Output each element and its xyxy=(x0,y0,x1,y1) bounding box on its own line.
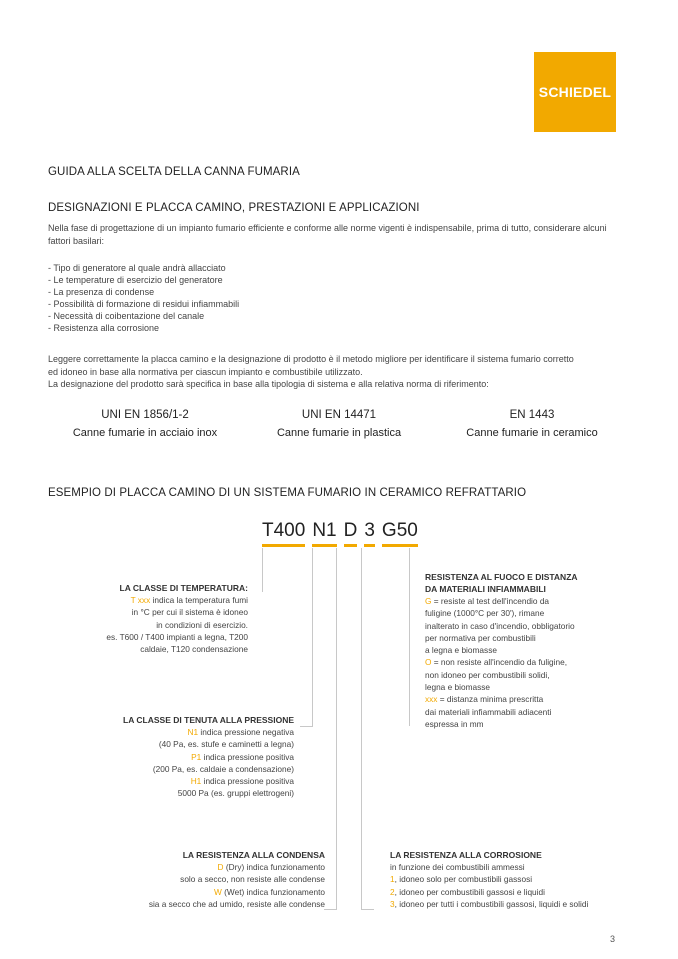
norm-code: UNI EN 1856/1-2 xyxy=(101,409,189,421)
norm-plastic xyxy=(244,409,434,439)
fire-text: = non resiste all'incendio da fuligine, xyxy=(431,657,568,668)
fire-title: RESISTENZA AL FUOCO E DISTANZA xyxy=(425,572,578,582)
fire-code: O xyxy=(425,657,432,668)
factors-list xyxy=(48,262,239,334)
corrosion-text: , idoneo per combustibili gassosi e liquidi xyxy=(394,886,545,897)
condensate-code: D xyxy=(217,862,224,872)
condensate-text: (Dry) indica funzionamento xyxy=(223,862,325,872)
heading-guide: GUIDA ALLA SCELTA DELLA CANNA FUMARIA xyxy=(48,166,300,178)
fire-text: fuligine (1000°C per 30'), rimane xyxy=(425,608,545,619)
temperature-text: in °C per cui il sistema è idoneo xyxy=(131,607,248,618)
list-item: - Le temperature di esercizio del generatore xyxy=(48,275,223,285)
list-item: - Resistenza alla corrosione xyxy=(48,323,160,333)
condensate-code: W xyxy=(214,886,222,897)
temperature-text: es. T600 / T400 impianti a legna, T200 xyxy=(106,631,248,642)
condensate-text: (Wet) indica funzionamento xyxy=(221,886,325,897)
corrosion-code: 1 xyxy=(390,874,395,885)
page-number: 3 xyxy=(610,934,616,944)
pressure-title: LA CLASSE DI TENUTA ALLA PRESSIONE xyxy=(123,715,294,725)
temperature-block xyxy=(70,582,248,655)
norm-inox xyxy=(50,409,240,439)
fire-code: xxx xyxy=(425,694,438,705)
corrosion-text: , idoneo solo per combustibili gassosi xyxy=(394,874,533,885)
fire-title: DA MATERIALI INFIAMMABILI xyxy=(425,584,546,594)
corrosion-text: , idoneo per tutti i combustibili gassosi, liquidi e solidi xyxy=(394,898,589,909)
pressure-text: indica pressione positiva xyxy=(201,751,294,762)
temperature-text: in condizioni di esercizio. xyxy=(156,619,248,630)
designation-paragraph xyxy=(48,353,648,391)
connector-line xyxy=(361,909,374,910)
fire-text: dai materiali infiammabili adiacenti xyxy=(425,706,552,717)
pressure-code: H1 xyxy=(190,776,202,787)
connector-line xyxy=(336,548,337,910)
temperature-title: LA CLASSE DI TEMPERATURA: xyxy=(119,583,248,593)
pressure-text: (40 Pa, es. stufe e caminetti a legna) xyxy=(158,739,294,750)
pressure-text: 5000 Pa (es. gruppi elettrogeni) xyxy=(177,788,294,799)
intro-line: fattori basilari: xyxy=(48,235,105,246)
norm-code: UNI EN 14471 xyxy=(301,409,377,421)
pressure-text: indica pressione positiva xyxy=(201,776,294,787)
code-temperature: T400 xyxy=(262,520,305,547)
pressure-code: N1 xyxy=(187,727,199,737)
pressure-text: (200 Pa, es. caldaie a condensazione) xyxy=(152,763,294,774)
code-pressure: N1 xyxy=(312,520,336,547)
corrosion-text: in funzione dei combustibili ammessi xyxy=(390,862,525,872)
list-item: - Tipo di generatore al quale andrà allacciato xyxy=(48,263,226,273)
corrosion-title: LA RESISTENZA ALLA CORROSIONE xyxy=(390,850,542,860)
code-corrosion: 3 xyxy=(364,520,375,547)
fire-text: non idoneo per combustibili solidi, xyxy=(425,669,550,680)
pressure-text: indica pressione negativa xyxy=(198,727,294,737)
fire-text: = distanza minima prescritta xyxy=(437,694,544,705)
intro-paragraph xyxy=(48,222,648,247)
heading-designations: DESIGNAZIONI E PLACCA CAMINO, PRESTAZIONI E APPLICAZIONI xyxy=(48,202,420,214)
condensate-text: solo a secco, non resiste alle condense xyxy=(180,874,325,885)
connector-line xyxy=(361,548,362,910)
connector-line xyxy=(409,548,410,726)
condensate-block xyxy=(120,849,325,910)
norm-ceramic xyxy=(437,409,627,439)
list-item: - La presenza di condense xyxy=(48,287,155,297)
corrosion-block xyxy=(390,849,620,910)
fire-text: a legna e biomasse xyxy=(425,645,497,656)
pressure-block xyxy=(94,714,294,800)
connector-line xyxy=(324,909,337,910)
fire-text: legna e biomasse xyxy=(425,682,491,693)
intro-line: Nella fase di progettazione di un impianto fumario efficiente e conforme alle norme vigenti è indispensabile, prima di tutto, considerare alcuni xyxy=(48,223,607,233)
corrosion-code: 3 xyxy=(390,898,395,909)
fire-text: inalterato in caso d'incendio, obbligatorio xyxy=(425,620,575,631)
fire-block xyxy=(425,571,625,730)
pressure-code: P1 xyxy=(191,751,202,762)
connector-line xyxy=(312,548,313,726)
temperature-text: indica la temperatura fumi xyxy=(150,595,248,605)
fire-text: = resiste al test dell'incendio da xyxy=(431,596,550,606)
condensate-text: sia a secco che ad umido, resiste alle condense xyxy=(148,898,325,909)
paragraph-line: Leggere correttamente la placca camino e la designazione di prodotto è il metodo migliore per identificare il sistema fumario corretto xyxy=(48,354,574,364)
corrosion-code: 2 xyxy=(390,886,395,897)
temperature-code: T xxx xyxy=(130,595,151,605)
fire-text: espressa in mm xyxy=(425,718,484,729)
connector-line xyxy=(262,548,263,592)
schiedel-logo: SCHIEDEL xyxy=(534,52,616,132)
norm-description: Canne fumarie in acciaio inox xyxy=(72,427,218,439)
fire-code: G xyxy=(425,596,432,606)
fire-text: per normativa per combustibili xyxy=(425,632,536,643)
paragraph-line: ed idoneo in base alla normativa per ciascun impianto e combustibile utilizzato. xyxy=(48,366,363,377)
connector-line xyxy=(300,726,313,727)
list-item: - Possibilità di formazione di residui infiammabili xyxy=(48,299,240,309)
norm-description: Canne fumarie in plastica xyxy=(276,427,402,439)
code-fire: G50 xyxy=(382,520,418,547)
condensate-title: LA RESISTENZA ALLA CONDENSA xyxy=(182,850,325,860)
designation-code xyxy=(262,520,425,547)
temperature-text: caldaie, T120 condensazione xyxy=(140,644,248,655)
heading-example: ESEMPIO DI PLACCA CAMINO DI UN SISTEMA FUMARIO IN CERAMICO REFRATTARIO xyxy=(48,487,527,499)
list-item: - Necessità di coibentazione del canale xyxy=(48,311,205,321)
code-condensate: D xyxy=(344,520,358,547)
norm-description: Canne fumarie in ceramico xyxy=(466,427,598,439)
norm-code: EN 1443 xyxy=(509,409,555,421)
paragraph-line: La designazione del prodotto sarà specifica in base alla tipologia di sistema e alla relativa norma di riferimento: xyxy=(48,379,489,390)
